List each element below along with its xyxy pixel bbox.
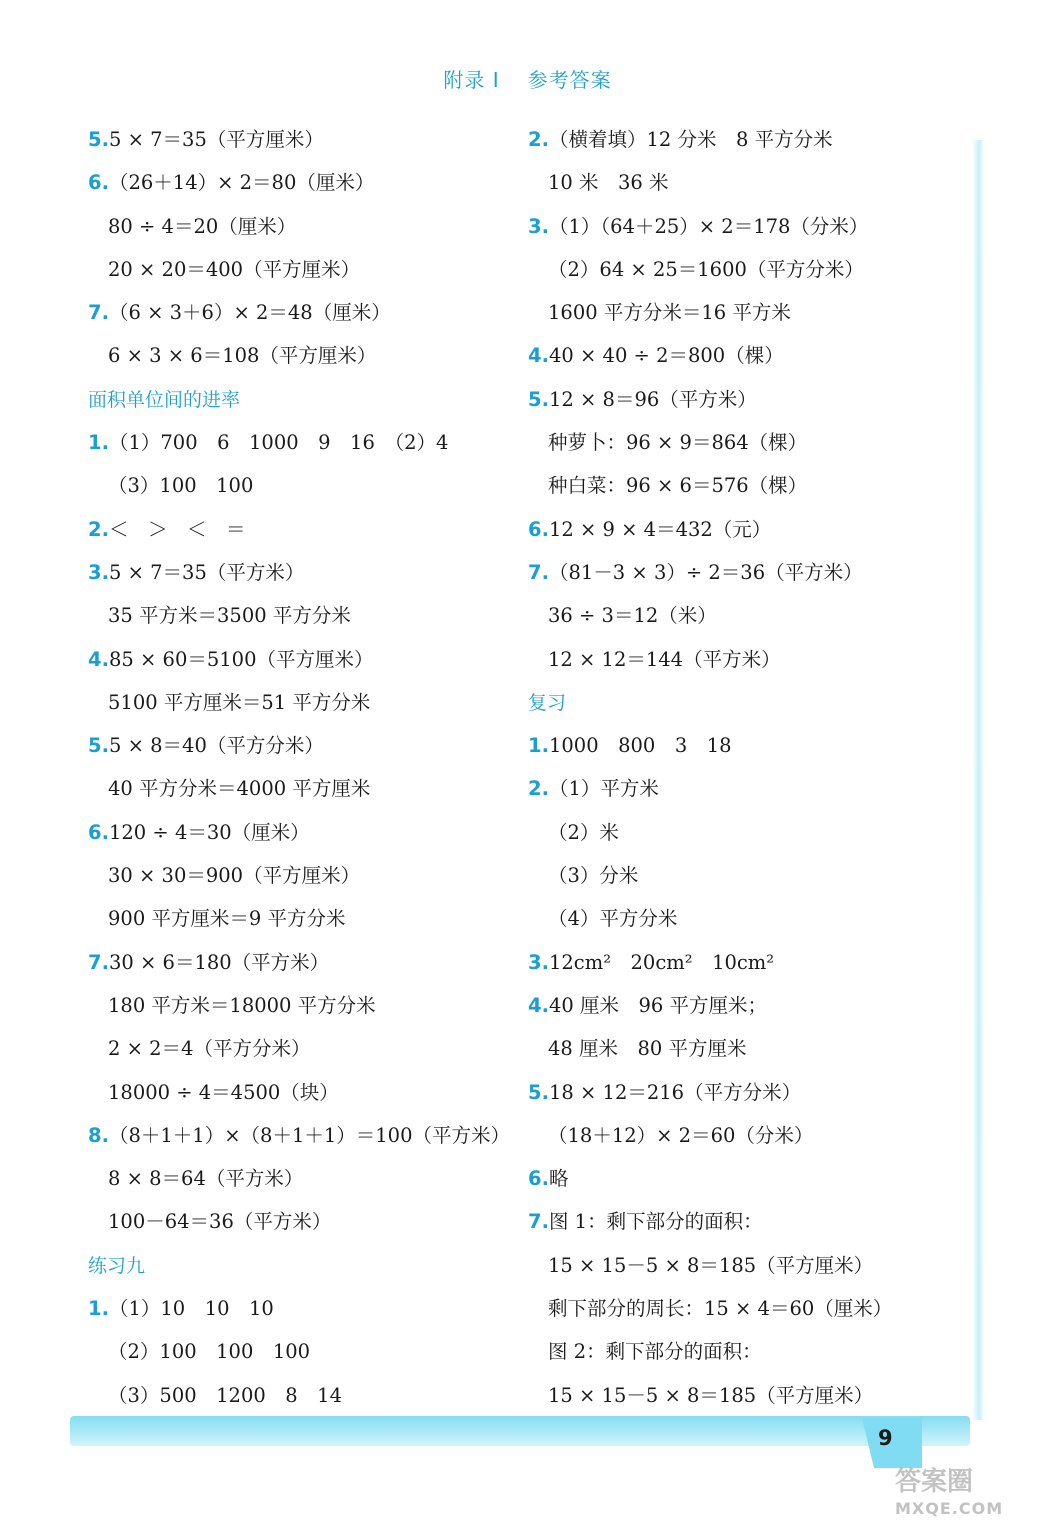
question-number: 2. [88, 517, 109, 541]
answer-text: （1）10 10 10 [108, 1297, 274, 1321]
answer-text: （26＋14）× 2＝80（厘米） [108, 171, 375, 195]
section-heading [88, 378, 508, 421]
answer-line [528, 897, 968, 940]
answer-line [528, 291, 968, 334]
answer-text: 12 × 8＝96（平方米） [548, 387, 757, 411]
answer-text: 40 厘米 96 平方厘米； [548, 993, 768, 1017]
decorative-side-band [972, 140, 984, 1420]
answer-text: ＜ ＞ ＜ ＝ [108, 517, 246, 541]
question-number: 3. [528, 950, 549, 974]
answer-line [88, 1200, 508, 1243]
answer-line [88, 551, 508, 594]
answer-text: 40 × 40 ÷ 2＝800（棵） [548, 344, 784, 368]
answer-text: 35 平方米＝3500 平方分米 [108, 604, 351, 628]
answer-line [528, 1287, 968, 1330]
answer-text: 900 平方厘米＝9 平方分米 [108, 907, 346, 931]
question-number: 7. [528, 1210, 549, 1234]
answer-line [528, 1027, 968, 1070]
answer-line [88, 854, 508, 897]
answer-line [528, 334, 968, 377]
answer-line [528, 984, 968, 1027]
answer-line [88, 1027, 508, 1070]
answer-line [88, 464, 508, 507]
answer-text: （81－3 × 3）÷ 2＝36（平方米） [548, 560, 863, 584]
answer-line [88, 767, 508, 810]
answer-text: （18＋12）× 2＝60（分米） [548, 1123, 814, 1147]
question-number: 6. [528, 517, 549, 541]
question-number: 1. [528, 734, 549, 758]
answer-text: 85 × 60＝5100（平方厘米） [108, 647, 374, 671]
answer-line [528, 161, 968, 204]
answer-text: （1）700 6 1000 9 16 （2）4 [108, 431, 449, 455]
answer-line [88, 205, 508, 248]
answer-text: 12cm² 20cm² 10cm² [548, 950, 775, 974]
watermark-text: 答案圈 [895, 1467, 974, 1497]
question-number: 2. [528, 777, 549, 801]
answer-text: 18000 ÷ 4＝4500（块） [108, 1080, 339, 1104]
section-title: 练习九 [88, 1254, 146, 1277]
answer-line [528, 1157, 968, 1200]
answer-text: 12 × 12＝144（平方米） [548, 647, 781, 671]
section-title: 面积单位间的进率 [88, 388, 241, 411]
question-number: 4. [528, 344, 549, 368]
page-header [0, 64, 1055, 93]
answer-line [88, 334, 508, 377]
question-number: 2. [528, 128, 549, 151]
answer-line [88, 1157, 508, 1200]
answer-line [88, 161, 508, 204]
answer-text: 120 ÷ 4＝30（厘米） [108, 820, 310, 844]
question-number: 7. [528, 560, 549, 584]
answer-text: 8 × 8＝64（平方米） [108, 1167, 304, 1191]
answer-text: （1）（64＋25）× 2＝178（分米） [548, 214, 869, 238]
answer-line [528, 1200, 968, 1243]
answer-text: 100－64＝36（平方米） [108, 1210, 332, 1234]
answer-line [528, 724, 968, 767]
answer-line [528, 508, 968, 551]
answer-text: 剩下部分的周长：15 × 4＝60（厘米） [548, 1297, 893, 1321]
answer-text: （6 × 3＋6）× 2＝48（厘米） [108, 301, 391, 325]
answer-line [528, 767, 968, 810]
answer-text: 1600 平方分米＝16 平方米 [548, 301, 791, 325]
answer-text: 5 × 8＝40（平方分米） [108, 734, 324, 758]
answer-line [88, 1071, 508, 1114]
answer-text: 18 × 12＝216（平方分米） [548, 1080, 802, 1104]
answer-text: 36 ÷ 3＝12（米） [548, 604, 717, 628]
answer-text: （2）米 [548, 820, 619, 844]
answer-line [528, 638, 968, 681]
answer-line [528, 205, 968, 248]
answer-line [88, 508, 508, 551]
answer-text: 5 × 7＝35（平方厘米） [108, 128, 324, 151]
answer-text: 30 × 30＝900（平方厘米） [108, 864, 361, 888]
answer-line [88, 421, 508, 464]
answer-line [88, 1374, 508, 1417]
answer-text: 图 1：剩下部分的面积： [548, 1210, 763, 1234]
answer-line [88, 118, 508, 161]
question-number: 7. [88, 950, 109, 974]
answer-text: （3）分米 [548, 864, 639, 888]
answer-text: 1000 800 3 18 [548, 734, 732, 758]
answer-text: （1）平方米 [548, 777, 659, 801]
answer-line [528, 248, 968, 291]
answer-line [528, 421, 968, 464]
answer-line [528, 811, 968, 854]
answer-text: 种萝卜：96 × 9＝864（棵） [548, 431, 808, 455]
answer-line [528, 1374, 968, 1417]
answer-line [88, 638, 508, 681]
answer-text: 20 × 20＝400（平方厘米） [108, 257, 361, 281]
answer-line [528, 1114, 968, 1157]
answer-text: 15 × 15－5 × 8＝185（平方厘米） [548, 1253, 874, 1277]
answer-line [88, 941, 508, 984]
answer-text: 图 2：剩下部分的面积： [548, 1340, 762, 1364]
answer-line [88, 811, 508, 854]
answer-text: （横着填）12 分米 8 平方分米 [548, 128, 833, 151]
question-number: 5. [88, 734, 109, 758]
answer-text: 6 × 3 × 6＝108（平方厘米） [108, 344, 377, 368]
answer-text: （2）64 × 25＝1600（平方分米） [548, 257, 864, 281]
answer-text: 10 米 36 米 [548, 171, 669, 195]
answer-text: 种白菜：96 × 6＝576（棵） [548, 474, 808, 498]
answer-text: （8＋1＋1）×（8＋1＋1）＝100（平方米） [108, 1123, 510, 1147]
section-title: 复习 [528, 691, 567, 714]
question-number: 5. [528, 1080, 549, 1104]
question-number: 4. [88, 647, 109, 671]
answer-text: （3）100 100 [108, 474, 254, 498]
answer-line [88, 1330, 508, 1373]
right-answer-column [528, 118, 968, 1417]
left-answer-column [88, 118, 508, 1417]
answer-line [88, 897, 508, 940]
question-number: 1. [88, 1297, 109, 1321]
question-number: 5. [528, 387, 549, 411]
watermark-url: MXQE.COM [895, 1499, 1004, 1518]
answer-line [528, 464, 968, 507]
answer-line [88, 248, 508, 291]
answer-line [528, 1244, 968, 1287]
question-number: 8. [88, 1123, 109, 1147]
answer-line [528, 551, 968, 594]
answer-text: （3）500 1200 8 14 [108, 1383, 342, 1407]
header-title: 参考答案 [527, 68, 612, 92]
answer-line [528, 941, 968, 984]
question-number: 6. [88, 820, 109, 844]
header-appendix: 附录 I [443, 68, 500, 92]
section-heading [528, 681, 968, 724]
answer-text: （2）100 100 100 [108, 1340, 311, 1364]
answer-text: （4）平方分米 [548, 907, 678, 931]
question-number: 5. [88, 128, 109, 151]
answer-line [528, 1071, 968, 1114]
answer-text: 30 × 6＝180（平方米） [108, 950, 330, 974]
answer-text: 80 ÷ 4＝20（厘米） [108, 214, 297, 238]
answer-line [528, 854, 968, 897]
answer-text: 略 [548, 1167, 569, 1191]
answer-line [88, 681, 508, 724]
question-number: 4. [528, 993, 549, 1017]
question-number: 1. [88, 431, 109, 455]
answer-text: 5 × 7＝35（平方米） [108, 560, 305, 584]
answer-text: 2 × 2＝4（平方分米） [108, 1037, 311, 1061]
section-heading [88, 1244, 508, 1287]
answer-line [528, 118, 968, 161]
answer-text: 15 × 15－5 × 8＝185（平方厘米） [548, 1383, 874, 1407]
answer-line [88, 724, 508, 767]
answer-line [528, 1330, 968, 1373]
watermark-logo [895, 1465, 1003, 1519]
answer-text: 48 厘米 80 平方厘米 [548, 1037, 747, 1061]
answer-line [88, 984, 508, 1027]
answer-line [88, 1287, 508, 1330]
answer-text: 5100 平方厘米＝51 平方分米 [108, 690, 371, 714]
answer-text: 180 平方米＝18000 平方分米 [108, 993, 376, 1017]
decorative-bottom-band [70, 1416, 970, 1446]
question-number: 3. [528, 214, 549, 238]
answer-line [88, 1114, 508, 1157]
question-number: 7. [88, 301, 109, 325]
answer-line [88, 291, 508, 334]
answer-text: 40 平方分米＝4000 平方厘米 [108, 777, 371, 801]
question-number: 6. [528, 1167, 549, 1191]
question-number: 6. [88, 171, 109, 195]
answer-line [88, 594, 508, 637]
answer-line [528, 378, 968, 421]
answer-line [528, 594, 968, 637]
question-number: 3. [88, 560, 109, 584]
page-number: 9 [878, 1426, 893, 1450]
answer-text: 12 × 9 × 4＝432（元） [548, 517, 772, 541]
